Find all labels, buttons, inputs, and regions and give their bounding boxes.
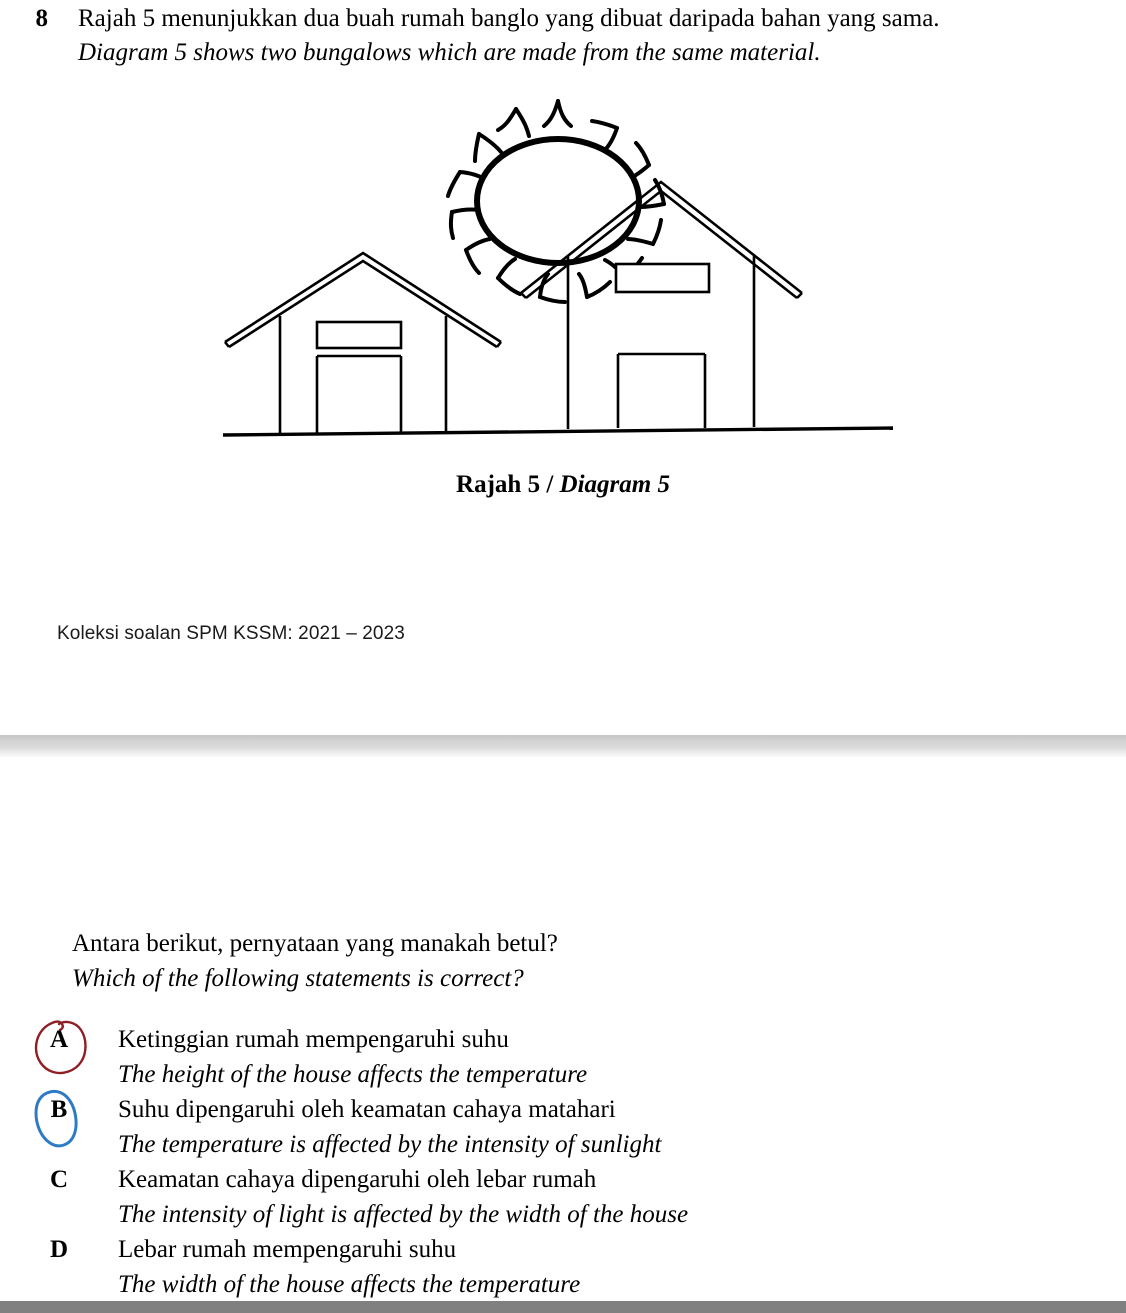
answer-option-a-letter: A [49, 1026, 69, 1053]
answer-option-b-letter: B [50, 1096, 68, 1123]
small-bungalow [225, 253, 501, 434]
tall-house-window [616, 264, 709, 292]
answer-option-c-text [118, 1162, 688, 1232]
question-statement-en: Diagram 5 shows two bungalows which are made from the same material. [78, 39, 821, 66]
answer-option-a[interactable] [0, 1022, 1126, 1092]
diagram-caption-ms: Rajah 5 / [456, 471, 560, 498]
answer-option-c-letter: C [49, 1166, 69, 1193]
answer-option-c-ms: Keamatan cahaya dipengaruhi oleh lebar rumah [118, 1166, 597, 1193]
answer-option-b-letter-cell [0, 1092, 118, 1127]
small-house-door [317, 356, 401, 433]
small-house-window [317, 322, 401, 348]
question-statement [78, 2, 940, 70]
diagram-caption-en: Diagram 5 [559, 471, 670, 498]
answer-option-c-en: The intensity of light is affected by the width of the house [118, 1201, 689, 1228]
question-header [0, 2, 1100, 70]
question-stem [72, 926, 558, 996]
answer-option-d[interactable] [0, 1232, 1126, 1302]
answer-option-a-en: The height of the house affects the temperature [118, 1061, 588, 1088]
diagram-caption [0, 470, 1126, 500]
diagram-figure [0, 88, 1126, 448]
answer-option-c-letter-cell [0, 1162, 118, 1197]
answer-option-d-en: The width of the house affects the temperature [118, 1271, 581, 1298]
sun-disc [477, 139, 639, 263]
answer-option-b[interactable] [0, 1092, 1126, 1162]
answer-option-d-text [118, 1232, 580, 1302]
answer-option-d-letter-cell [0, 1232, 118, 1267]
question-number: 8 [35, 5, 48, 32]
answer-option-a-letter-cell [0, 1022, 118, 1057]
ground-line [223, 428, 893, 435]
answer-option-d-letter: D [49, 1236, 69, 1263]
answer-option-a-ms: Ketinggian rumah mempengaruhi suhu [118, 1026, 509, 1053]
question-stem-en: Which of the following statements is correct? [72, 965, 524, 992]
diagram-svg [213, 88, 913, 458]
source-note: Koleksi soalan SPM KSSM: 2021 – 2023 [57, 623, 405, 644]
answer-option-b-en: The temperature is affected by the intensity of sunlight [118, 1131, 662, 1158]
question-statement-ms: Rajah 5 menunjukkan dua buah rumah banglo yang dibuat daripada bahan yang sama. [78, 5, 940, 32]
page-separator-shadow [0, 735, 1126, 758]
answer-option-c[interactable] [0, 1162, 1126, 1232]
answer-option-b-text [118, 1092, 661, 1162]
answer-option-a-text [118, 1022, 587, 1092]
answer-option-b-ms: Suhu dipengaruhi oleh keamatan cahaya matahari [118, 1096, 616, 1123]
bottom-gray-bar [0, 1301, 1126, 1313]
answer-options-list [0, 1022, 1126, 1302]
question-stem-ms: Antara berikut, pernyataan yang manakah betul? [72, 930, 558, 957]
tall-house-door [618, 354, 705, 428]
page-bottom-section [0, 758, 1126, 1301]
answer-option-d-ms: Lebar rumah mempengaruhi suhu [118, 1236, 457, 1263]
